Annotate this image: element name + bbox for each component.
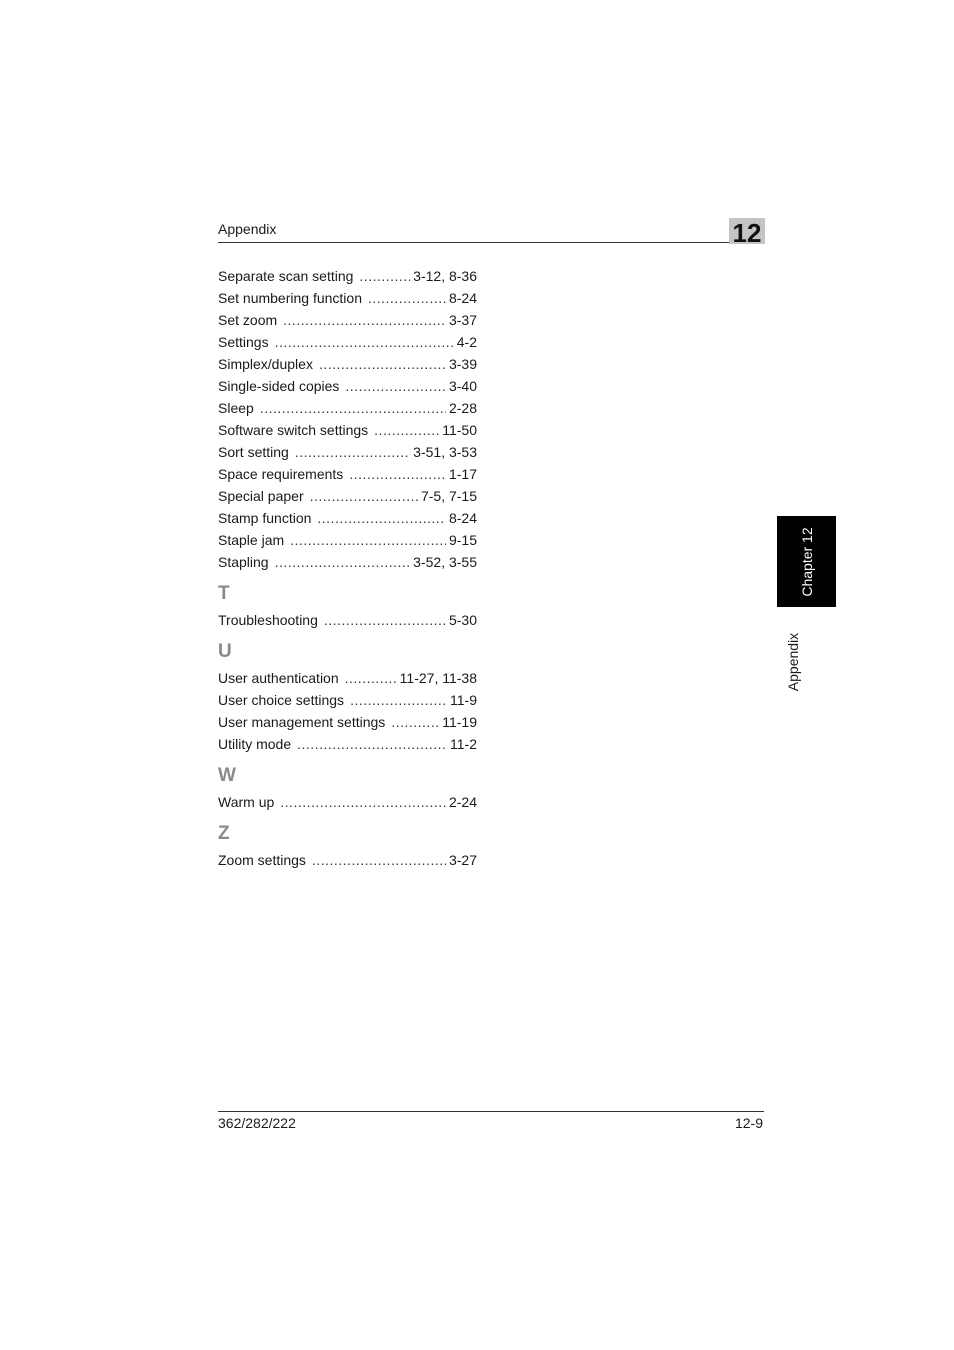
index-entry-pages: 11-27, 11-38: [399, 670, 477, 686]
index-entry[interactable]: [218, 667, 477, 689]
index-entry-term: Zoom settings: [218, 852, 306, 868]
index-entry-term: Simplex/duplex: [218, 356, 313, 372]
dot-leader: [295, 441, 410, 463]
index-entry-pages: 8-24: [448, 510, 477, 526]
dot-leader: [312, 849, 446, 871]
index-entry[interactable]: [218, 485, 477, 507]
index-entry-term: Warm up: [218, 794, 275, 810]
header-rule: [218, 242, 764, 243]
dot-leader: [359, 265, 410, 287]
index-entry[interactable]: [218, 529, 477, 551]
dot-leader: [368, 287, 446, 309]
chapter-number: 12: [732, 218, 762, 248]
index-letter-t: T: [218, 583, 230, 604]
dot-leader: [319, 353, 446, 375]
footer-rule: [218, 1111, 764, 1112]
dot-leader: [275, 551, 411, 573]
index-letter-w: W: [218, 765, 236, 786]
index-entry[interactable]: [218, 441, 477, 463]
index-entry-pages: 11-50: [442, 422, 477, 438]
dot-leader: [310, 485, 418, 507]
dot-leader: [317, 507, 446, 529]
index-entry[interactable]: [218, 375, 477, 397]
index-entry-pages: 9-15: [448, 532, 477, 548]
index-entry[interactable]: [218, 507, 477, 529]
dot-leader: [297, 733, 447, 755]
index-entry[interactable]: [218, 711, 477, 733]
index-group-t: [218, 609, 477, 631]
index-entry-pages: 3-40: [448, 378, 477, 394]
index-entry-pages: 5-30: [448, 612, 477, 628]
index-group-u: [218, 667, 477, 755]
index-entry-term: Set numbering function: [218, 290, 362, 306]
index-entry-term: Single-sided copies: [218, 378, 340, 394]
index-entry-term: Stapling: [218, 554, 269, 570]
index-entry[interactable]: [218, 353, 477, 375]
index-entry-pages: 11-2: [450, 736, 477, 752]
dot-leader: [283, 309, 446, 331]
index-entry[interactable]: [218, 331, 477, 353]
index-entry[interactable]: [218, 791, 477, 813]
dot-leader: [275, 331, 454, 353]
dot-leader: [345, 667, 397, 689]
index-entry[interactable]: [218, 397, 477, 419]
index-entry[interactable]: [218, 733, 477, 755]
dot-leader: [374, 419, 439, 441]
index-entry[interactable]: [218, 551, 477, 573]
index-entry-pages: 8-24: [448, 290, 477, 306]
index-entry-pages: 3-51, 3-53: [413, 444, 477, 460]
index-entry-pages: 11-19: [442, 714, 477, 730]
index-entry-pages: 2-28: [448, 400, 477, 416]
index-entry-term: Sleep: [218, 400, 254, 416]
index-entry[interactable]: [218, 849, 477, 871]
index-entry[interactable]: [218, 463, 477, 485]
index-entry-term: User choice settings: [218, 692, 345, 708]
chapter-number-box: [729, 218, 765, 248]
index-entry-term: User authentication: [218, 670, 339, 686]
index-entry[interactable]: [218, 419, 477, 441]
index-entry[interactable]: [218, 609, 477, 631]
section-side-label[interactable]: Appendix: [785, 632, 801, 692]
index-entry-term: Software switch settings: [218, 422, 369, 438]
index-entry-pages: 2-24: [448, 794, 477, 810]
index-letter-u: U: [218, 641, 232, 662]
index-entry-pages: 3-39: [448, 356, 477, 372]
dot-leader: [391, 711, 439, 733]
index-entry-term: Settings: [218, 334, 269, 350]
dot-leader: [349, 463, 446, 485]
index-group-s: [218, 265, 477, 573]
footer-model: 362/282/222: [218, 1115, 296, 1131]
index-entry[interactable]: [218, 287, 477, 309]
chapter-side-tab-label: Chapter 12: [798, 526, 815, 597]
index-list: [218, 265, 477, 871]
index-entry[interactable]: [218, 309, 477, 331]
index-group-z: [218, 849, 477, 871]
index-entry-pages: 3-52, 3-55: [413, 554, 477, 570]
index-entry-pages: 1-17: [448, 466, 477, 482]
index-entry-term: Separate scan setting: [218, 268, 354, 284]
index-entry-term: Stamp function: [218, 510, 312, 526]
index-group-w: [218, 791, 477, 813]
dot-leader: [290, 529, 446, 551]
dot-leader: [280, 791, 446, 813]
index-entry[interactable]: [218, 689, 477, 711]
index-entry-term: Utility mode: [218, 736, 292, 752]
index-entry-pages: 3-12, 8-36: [413, 268, 477, 284]
dot-leader: [350, 689, 447, 711]
dot-leader: [345, 375, 446, 397]
dot-leader: [260, 397, 446, 419]
index-letter-z: Z: [218, 823, 230, 844]
dot-leader: [324, 609, 446, 631]
chapter-side-tab[interactable]: [777, 516, 836, 607]
footer-page-number: 12-9: [734, 1115, 763, 1131]
index-entry-term: Troubleshooting: [218, 612, 318, 628]
index-entry-term: User management settings: [218, 714, 386, 730]
index-entry-term: Sort setting: [218, 444, 289, 460]
index-entry-pages: 4-2: [456, 334, 477, 350]
index-entry-pages: 3-27: [448, 852, 477, 868]
index-entry-pages: 3-37: [448, 312, 477, 328]
index-entry-term: Special paper: [218, 488, 304, 504]
index-entry-term: Space requirements: [218, 466, 344, 482]
index-entry-term: Staple jam: [218, 532, 285, 548]
header-title: Appendix: [218, 221, 277, 237]
index-entry-pages: 11-9: [450, 692, 477, 708]
index-entry[interactable]: [218, 265, 477, 287]
index-entry-term: Set zoom: [218, 312, 278, 328]
index-entry-pages: 7-5, 7-15: [420, 488, 477, 504]
